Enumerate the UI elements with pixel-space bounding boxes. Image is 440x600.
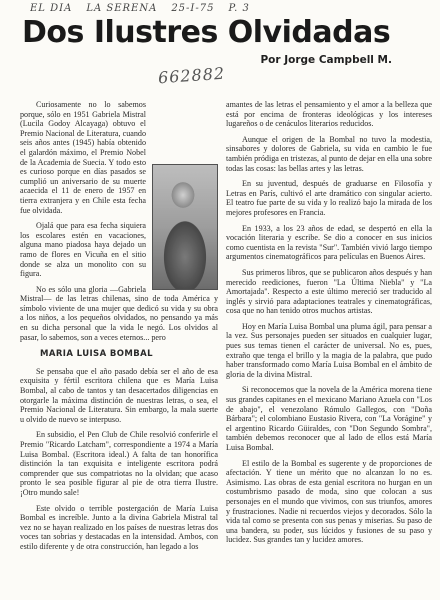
article-byline: Por Jorge Campbell M. xyxy=(260,54,392,66)
author-portrait-photo xyxy=(152,164,218,290)
paragraph: Hoy en María Luisa Bombal una pluma ágil, para pensar a la vez. Sus personajes pueden ser situados en cualquier lugar, pues sus temas tienen el carácter de universal. No es, pues, extraño que tenga el brillo y la magia de la palabra, que pudo haber transformado como María Luisa Bombal en el ámbito de gloria de la divina Mistral. xyxy=(226,321,432,379)
article-column-right xyxy=(226,100,432,590)
catalog-stamp: 662882 xyxy=(157,63,226,88)
newspaper-name: EL DIA xyxy=(30,3,73,14)
article-column-left xyxy=(20,100,218,590)
paragraph: En subsidio, el Pen Club de Chile resolvió conferirle el Premio "Ricardo Latcham", correspondiente a 1974 a María Luisa Bombal. (Escritora ideal.) A falta de tan honorífica distinción la tan exquisita e inteligente escritora podrá comprender que sus compatriotas no la olvidan; que acaso pronto le sea posible figurar al pie de otra tierra Ilustre. ¡Otro mundo sale! xyxy=(20,430,218,497)
handwritten-annotation xyxy=(30,3,432,14)
section-heading: MARIA LUISA BOMBAL xyxy=(40,349,153,360)
paragraph: No es sólo una gloria —Gabriela Mistral— de las letras chilenas, sino de toda América y símbolo viviente de una mujer que dedicó su vida y su obra a los niños, a los pequeños olvidados, no pensando ya más en su dicha personal que la vida le negó. Los olvidos al pasar, lo sabemos, son a veces eternos... pero xyxy=(20,284,218,342)
paragraph: El estilo de la Bombal es sugerente y de proporciones de afectación. Y tiene un mérito que no alcanzan lo no es. Asimismo. Las obras de esta genial escritora no hurgan en un costumbrismo pasado de moda, sino que colocan a sus personajes en el mundo que vivimos, con sus triunfos, amores y frustraciones. Nadie ni recuerdos viejos y decorados. Sólo la vida tal como se presenta con sus penas y miserias. Su paso de una bandera, su poder, sus lúcidos y fusiones de su paso y lucidez. Sus grandes tan y lucidez amores. xyxy=(226,458,432,545)
page-number: P. 3 xyxy=(228,3,250,14)
paragraph: Aunque el origen de la Bombal no tuvo la modestia, sinsabores y dolores de Gabriela, su vida en cambio le fue también pródiga en tristezas, al punto de dejar en ella una sobre todas las cosas: las bellas artes y las letras. xyxy=(226,134,432,173)
paragraph: Si reconocemos que la novela de la América morena tiene sus grandes capitanes en el mexicano Mariano Azuela con "Los de abajo", el venezolano Rómulo Gallegos, con "Doña Bárbara"; el colombiano Eustasio Rivera, con "La Vorágine" y el argentino Ricardo Güiraldes, con "Don Segundo Sombra", también debemos reconocer que al lado de ellos está María Luisa Bombal. xyxy=(226,385,432,452)
paragraph: Este olvido o terrible postergación de María Luisa Bombal es increíble. Junto a la divina Gabriela Mistral tal vez no se hayan realizado en los países de nuestras letras dos voces tan sobrias y destacadas en la intensidad. Ambos, con estilo diferente y de otra construcción, han legado a los xyxy=(20,503,218,551)
paragraph: En 1933, a los 23 años de edad, se despertó en ella la vocación literaria y escribe. Se dio a conocer en sus inicios como cuentista en la revista "Sur". También vivió largo tiempo argumentos cinematográficos para películas en Buenos Aires. xyxy=(226,223,432,262)
publication-date: 25-I-75 xyxy=(171,3,215,14)
paragraph: Curiosamente no lo sabemos porque, sólo en 1951 Gabriela Mistral (Lucila Godoy Alcayaga) obtuvo el Premio Nacional de Literatura, cuando seis años antes (1945) había obtenido el galardón máximo, el Premio Nobel de la Academia de Suecia. Y todo esto es curioso porque en días pasados se cumplió un aniversario de su muerte acaecida el 11 de enero de 1957 en tierra extranjera y en Chile esta fecha fue olvidada. xyxy=(20,100,146,215)
article-headline: Dos Ilustres Olvidadas xyxy=(22,16,391,50)
paragraph: Sus primeros libros, que se publicaron años después y han merecido reediciones, fueron "La Última Niebla" y "La Amortajada". Respecto a este último mereció ser traducido al inglés y sirvió para adaptaciones teatrales y cinematográficas, cosa que no han tenido otros muchos artistas. xyxy=(226,267,432,316)
paragraph: amantes de las letras el pensamiento y el amor a la belleza que está por encima de fronteras ideológicas y los intereses lugareños o de cenáculos literarios reducidos. xyxy=(226,100,432,129)
paragraph: En su juventud, después de graduarse en Filosofía y Letras en París, cultivó el arte dramático con singular acierto. El teatro fue parte de su vida y lo realizó bajo la mirada de los mejores profesores en Francia. xyxy=(226,179,432,217)
paragraph: Ojalá que para esa fecha siquiera los escolares estén en vacaciones, alguna mano piadosa haya dejado un ramo de flores en Vicuña en el sitio donde se alza un monolito con su figura. xyxy=(20,221,146,279)
city-name: LA SERENA xyxy=(86,3,158,14)
paragraph: Se pensaba que el año pasado debía ser el año de esa exquisita y fértil escritora chilena que es María Luisa Bombal, al cabo de tantos y tan desacertados diligencias en otorgarle la máxima distinción de nuestras letras, o sea, el Premio Nacional de Literatura. Sin embargo, la mala suerte u olvido de nuevo se interpuso. xyxy=(20,366,218,424)
